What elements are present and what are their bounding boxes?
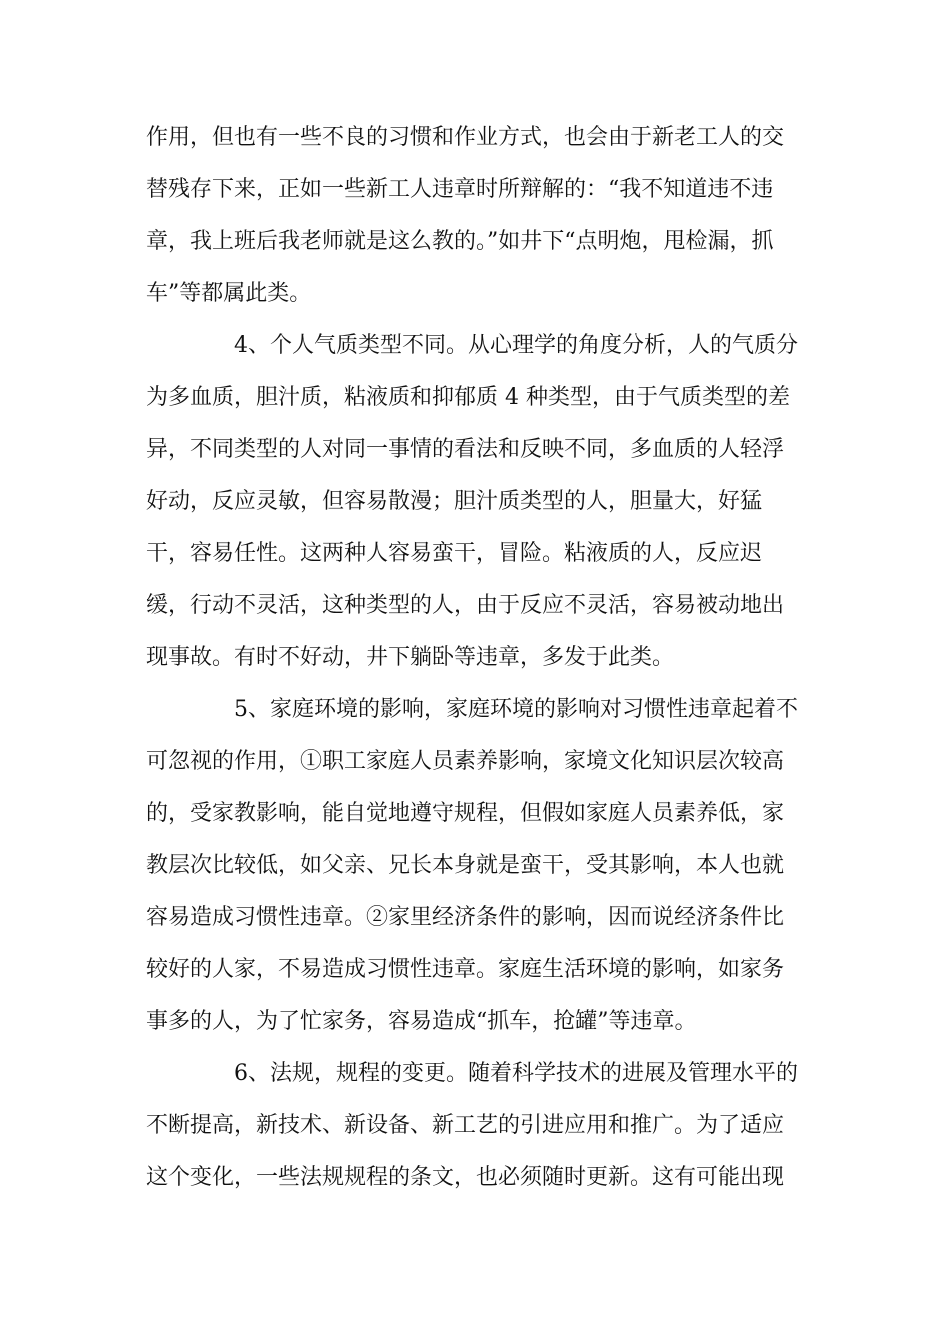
text-line: 作用，但也有一些不良的习惯和作业方式，也会由于新老工人的交	[146, 125, 785, 150]
paragraph-start-line: 4、个人气质类型不同。从心理学的角度分析，人的气质分	[146, 333, 798, 358]
text-line: 替残存下来，正如一些新工人违章时所辩解的：“我不知道违不违	[146, 177, 774, 202]
text-line: 现事故。有时不好动，井下躺卧等违章，多发于此类。	[146, 645, 675, 670]
body-text	[146, 112, 806, 1204]
text-line: 较好的人家，不易造成习惯性违章。家庭生活环境的影响，如家务	[146, 957, 785, 982]
text-line: 教层次比较低，如父亲、兄长本身就是蛮干，受其影响，本人也就	[146, 853, 785, 878]
text-line: 车”等都属此类。	[146, 281, 312, 306]
text-line: 不断提高，新技术、新设备、新工艺的引进应用和推广。为了适应	[146, 1113, 785, 1138]
text-line: 容易造成习惯性违章。②家里经济条件的影响，因而说经济条件比	[146, 905, 785, 930]
paragraph-start-line: 6、法规，规程的变更。随着科学技术的进展及管理水平的	[146, 1061, 798, 1086]
text-line: 干，容易任性。这两种人容易蛮干，冒险。粘液质的人，反应迟	[146, 541, 763, 566]
text-line: 异，不同类型的人对同一事情的看法和反映不同，多血质的人轻浮	[146, 437, 785, 462]
text-line: 章，我上班后我老师就是这么教的。”如井下“点明炮，甩检漏，抓	[146, 229, 774, 254]
text-line: 为多血质，胆汁质，粘液质和抑郁质 4 种类型，由于气质类型的差	[146, 385, 790, 410]
text-line: 缓，行动不灵活，这种类型的人，由于反应不灵活，容易被动地出	[146, 593, 785, 618]
text-line: 这个变化，一些法规规程的条文，也必须随时更新。这有可能出现	[146, 1165, 785, 1190]
text-line: 可忽视的作用，①职工家庭人员素养影响，家境文化知识层次较高	[146, 749, 785, 774]
text-line: 事多的人，为了忙家务，容易造成“抓车，抢罐”等违章。	[146, 1009, 697, 1034]
text-line: 的，受家教影响，能自觉地遵守规程，但假如家庭人员素养低，家	[146, 801, 785, 826]
text-line: 好动，反应灵敏，但容易散漫；胆汁质类型的人，胆量大，好猛	[146, 489, 763, 514]
paragraph-start-line: 5、家庭环境的影响，家庭环境的影响对习惯性违章起着不	[146, 697, 798, 722]
